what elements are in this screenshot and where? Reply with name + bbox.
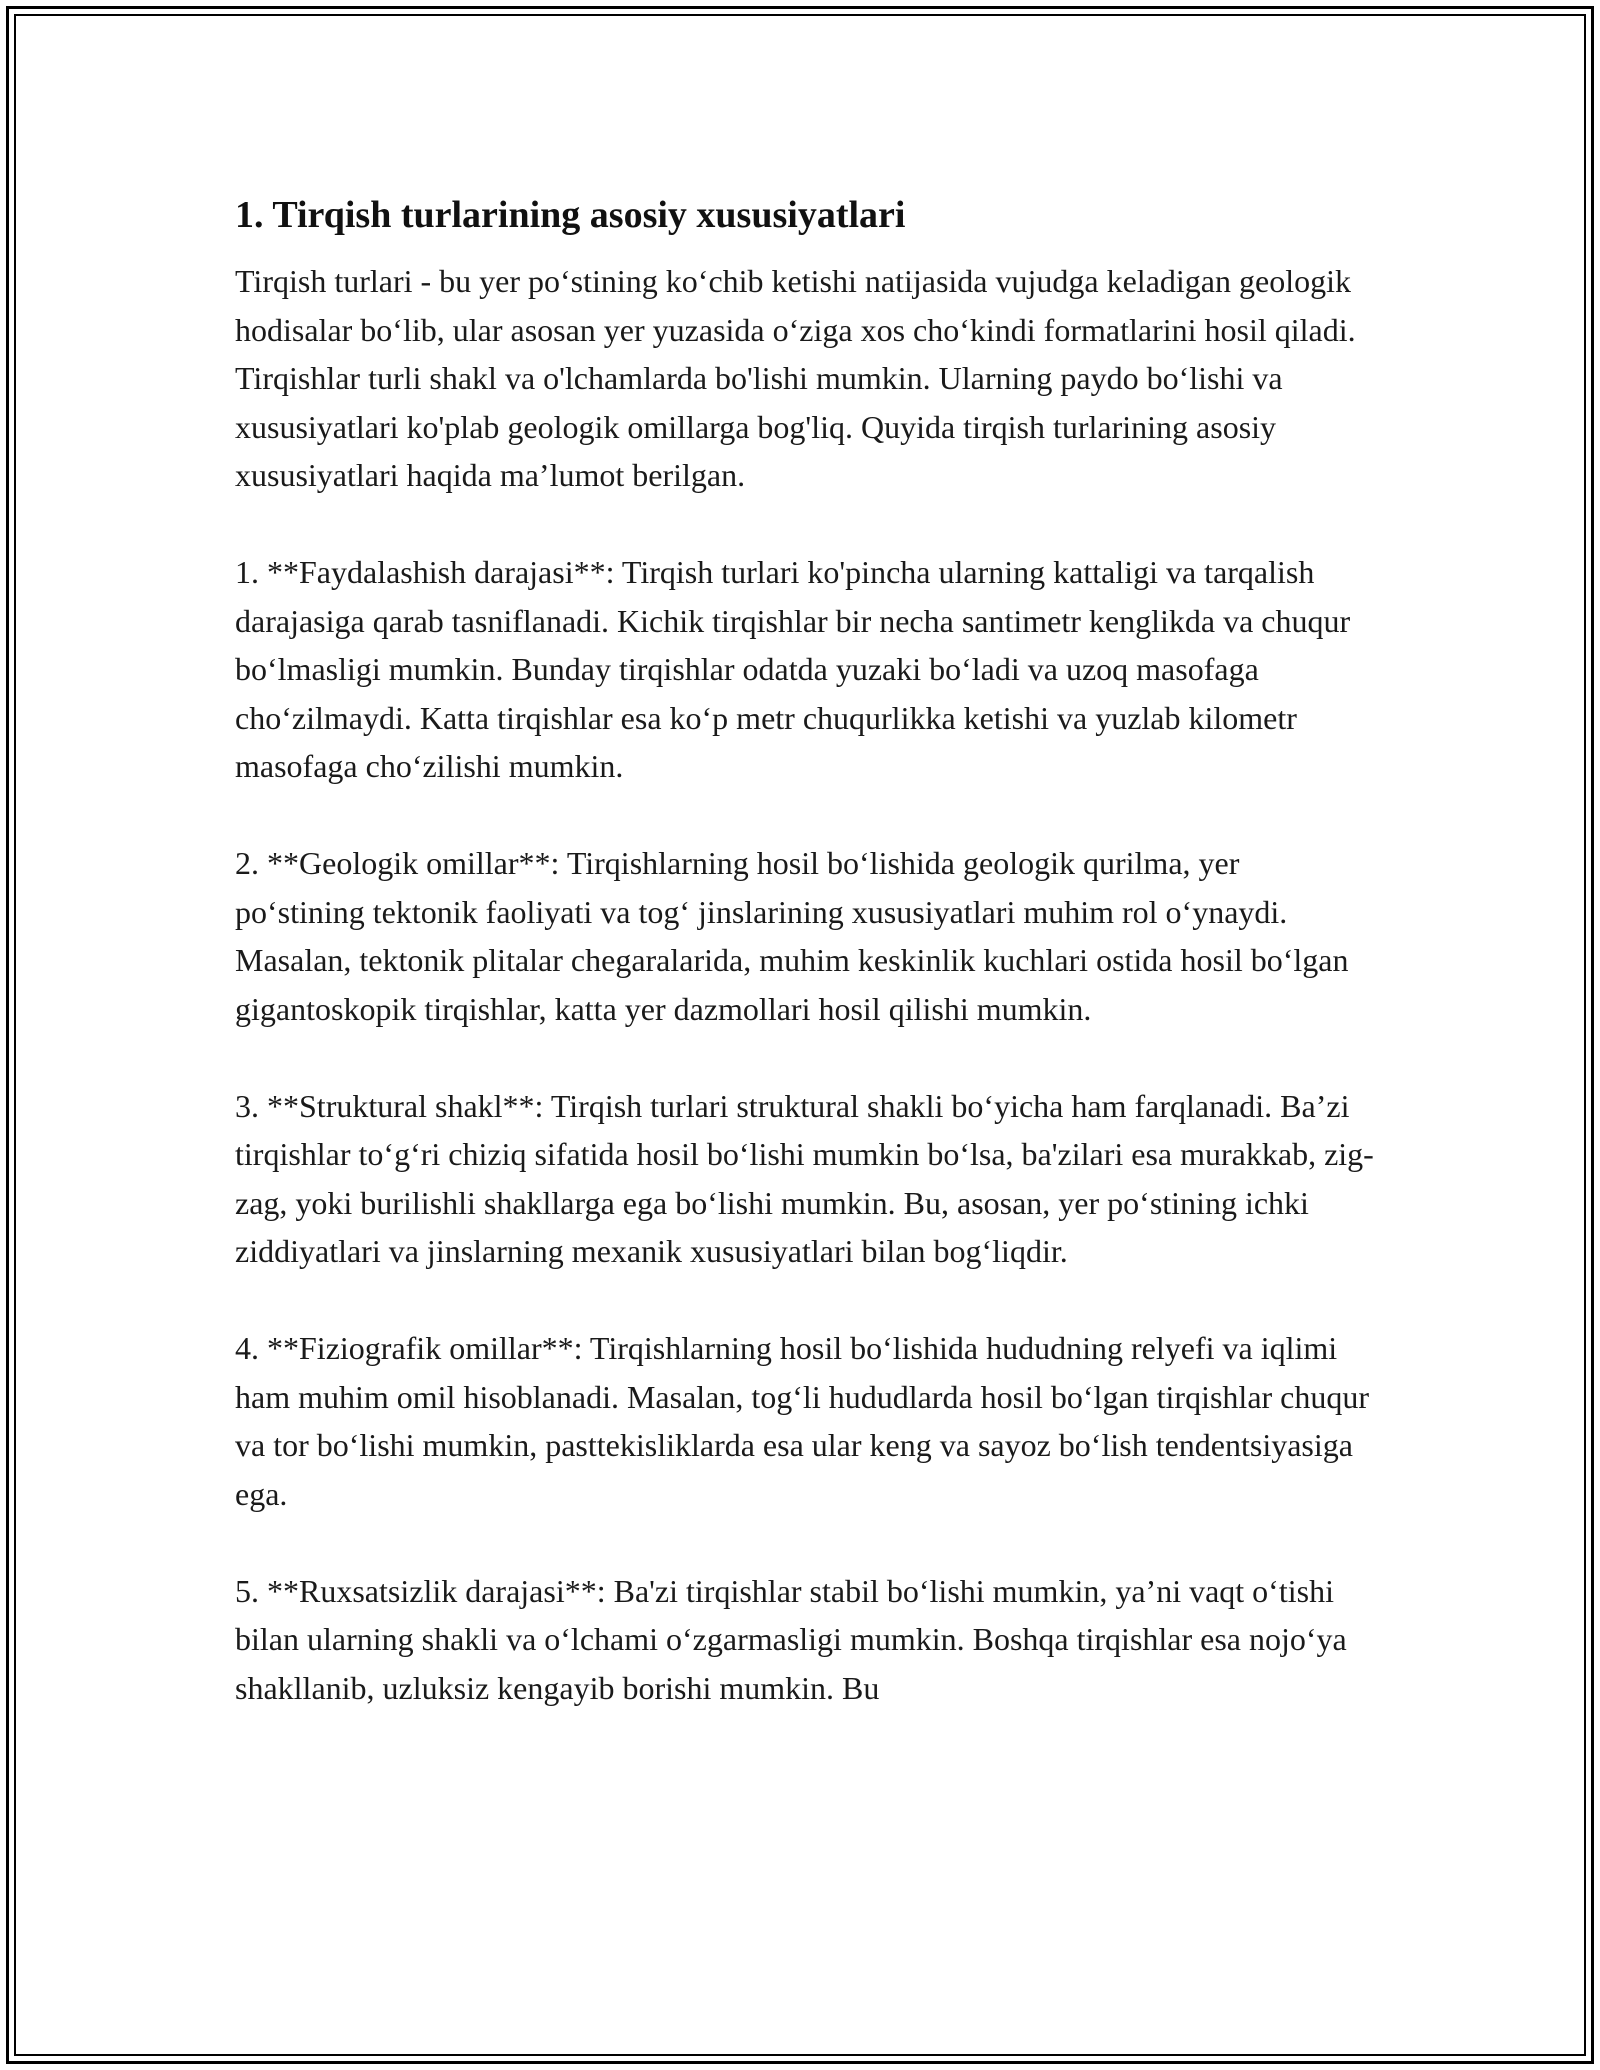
- section-heading: 1. Tirqish turlarining asosiy xususiyatlari: [235, 194, 906, 236]
- document-body: [235, 185, 1375, 1761]
- paragraph-item-5: 5. **Ruxsatsizlik darajasi**: Ba'zi tirqishlar stabil bo‘lishi mumkin, ya’ni vaqt o‘tishi bilan ularning shakli va o‘lchami o‘zgarmasligi mumkin. Boshqa tirqishlar esa nojo‘ya shakllanib, uzluksiz kengayib borishi mumkin. Bu: [235, 1572, 1347, 1706]
- paragraph-item-4: 4. **Fiziografik omillar**: Tirqishlarning hosil bo‘lishida hududning relyefi va iqlimi ham muhim omil hisoblanadi. Masalan, tog‘li hududlarda hosil bo‘lgan tirqishlar chuqur va tor bo‘lishi mumkin, pasttekisliklarda esa ular keng va sayoz bo‘lish tendentsiyasiga ega.: [235, 1330, 1370, 1512]
- paragraph-item-3: 3. **Struktural shakl**: Tirqish turlari struktural shakli bo‘yicha ham farqlanadi. Ba’zi tirqishlar to‘g‘ri chiziq sifatida hosil bo‘lishi mumkin bo‘lsa, ba'zilari esa murakkab, zig-zag, yoki burilishli shakllarga ega bo‘lishi mumkin. Bu, asosan, yer po‘stining ichki ziddiyatlari va jinslarning mexanik xususiyatlari bilan bog‘liqdir.: [235, 1087, 1374, 1269]
- intro-paragraph: Tirqish turlari - bu yer po‘stining ko‘chib ketishi natijasida vujudga keladigan geologik hodisalar bo‘lib, ular asosan yer yuzasida o‘ziga xos cho‘kindi formatlarini hosil qiladi. Tirqishlar turli shakl va o'lchamlarda bo'lishi mumkin. Ularning paydo bo‘lishi va xususiyatlari ko'plab geologik omillarga bog'liq. Quyida tirqish turlarining asosiy xususiyatlari haqida ma’lumot berilgan.: [235, 263, 1356, 493]
- paragraph-item-2: 2. **Geologik omillar**: Tirqishlarning hosil bo‘lishida geologik qurilma, yer po‘stining tektonik faoliyati va tog‘ jinslarining xususiyatlari muhim rol o‘ynaydi. Masalan, tektonik plitalar chegaralarida, muhim keskinlik kuchlari ostida hosil bo‘lgan gigantoskopik tirqishlar, katta yer dazmollari hosil qilishi mumkin.: [235, 845, 1349, 1027]
- paragraph-item-1: 1. **Faydalashish darajasi**: Tirqish turlari ko'pincha ularning kattaligi va tarqalish darajasiga qarab tasniflanadi. Kichik tirqishlar bir necha santimetr kenglikda va chuqur bo‘lmasligi mumkin. Bunday tirqishlar odatda yuzaki bo‘ladi va uzoq masofaga cho‘zilmaydi. Katta tirqishlar esa ko‘p metr chuqurlikka ketishi va yuzlab kilometr masofaga cho‘zilishi mumkin.: [235, 554, 1351, 784]
